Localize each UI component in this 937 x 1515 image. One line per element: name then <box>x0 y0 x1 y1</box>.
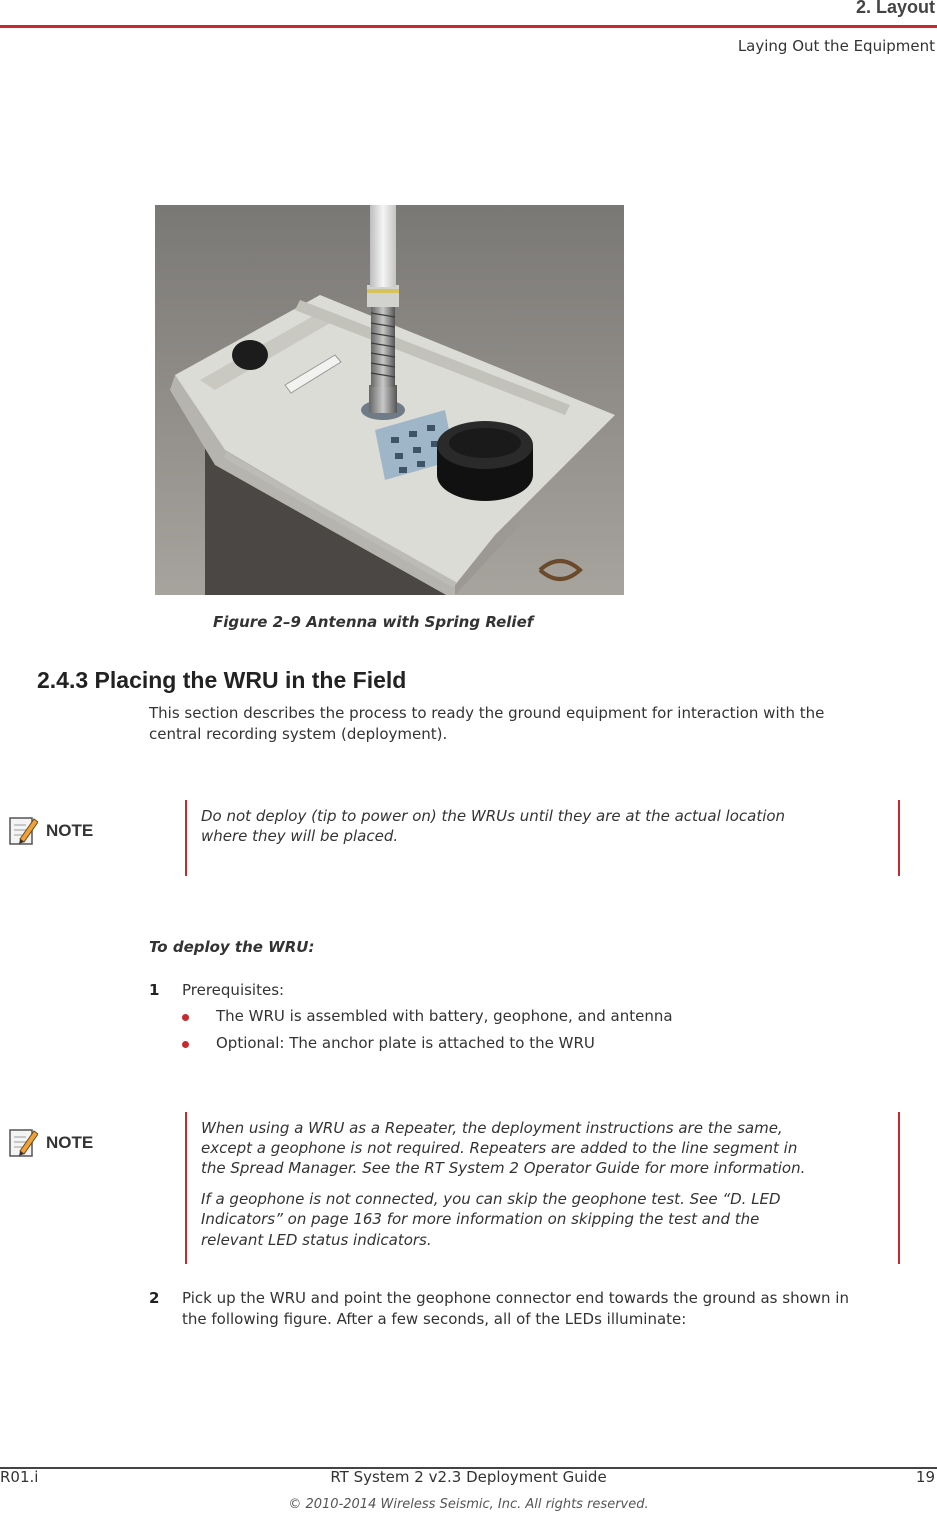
note-text-line: When using a WRU as a Repeater, the deployment instructions are the same, <box>201 1119 783 1137</box>
bullet-dot <box>182 1041 189 1048</box>
note-text-line: except a geophone is not required. Repeaters are added to the line segment in <box>201 1139 798 1157</box>
step-text-line: Pick up the WRU and point the geophone connector end towards the ground as shown in <box>182 1289 849 1307</box>
footer-title: RT System 2 v2.3 Deployment Guide <box>330 1468 607 1486</box>
chapter-title: 2. Layout <box>855 0 935 17</box>
section-heading: 2.4.3 Placing the WRU in the Field <box>37 667 407 693</box>
bullet-item: The WRU is assembled with battery, geophone, and antenna <box>216 1007 673 1025</box>
note-left-bar <box>185 1112 187 1264</box>
wru-antenna-illustration <box>155 205 624 595</box>
footer-revision: R01.i <box>0 1468 39 1486</box>
intro-line-2: central recording system (deployment). <box>149 725 448 743</box>
step-text-line: the following figure. After a few seconds, all of the LEDs illuminate: <box>182 1310 687 1328</box>
note-label: NOTE <box>46 1133 94 1152</box>
header-rule <box>0 25 937 28</box>
figure-photo <box>155 205 624 595</box>
note-text-line: If a geophone is not connected, you can skip the geophone test. See “D. LED <box>201 1190 781 1208</box>
note-text-line: relevant LED status indicators. <box>201 1231 432 1249</box>
note-pencil-icon <box>8 815 38 845</box>
step-number: 1 <box>149 981 160 999</box>
step-number: 2 <box>149 1289 160 1307</box>
note-text-line-1: Do not deploy (tip to power on) the WRUs until they are at the actual location <box>201 807 786 825</box>
note-text-line: the Spread Manager. See the RT System 2 Operator Guide for more information. <box>201 1159 806 1177</box>
note-text-line: Indicators” on page 163 for more information on skipping the test and the <box>201 1210 760 1228</box>
step-text: Prerequisites: <box>182 981 285 999</box>
procedure-title: To deploy the WRU: <box>149 938 315 956</box>
note-text-line-2: where they will be placed. <box>201 827 399 845</box>
note-pencil-icon <box>8 1127 38 1157</box>
bullet-item: Optional: The anchor plate is attached to the WRU <box>216 1034 595 1052</box>
note-right-bar <box>898 800 900 876</box>
note-label: NOTE <box>46 821 94 840</box>
page-number: 19 <box>915 1468 935 1486</box>
bullet-dot <box>182 1014 189 1021</box>
note-left-bar <box>185 800 187 876</box>
figure-caption: Figure 2–9 Antenna with Spring Relief <box>213 613 534 631</box>
intro-line-1: This section describes the process to ready the ground equipment for interaction with the <box>149 704 825 722</box>
note-right-bar <box>898 1112 900 1264</box>
section-title: Laying Out the Equipment <box>737 37 935 55</box>
copyright: © 2010-2014 Wireless Seismic, Inc. All rights reserved. <box>288 1497 649 1512</box>
